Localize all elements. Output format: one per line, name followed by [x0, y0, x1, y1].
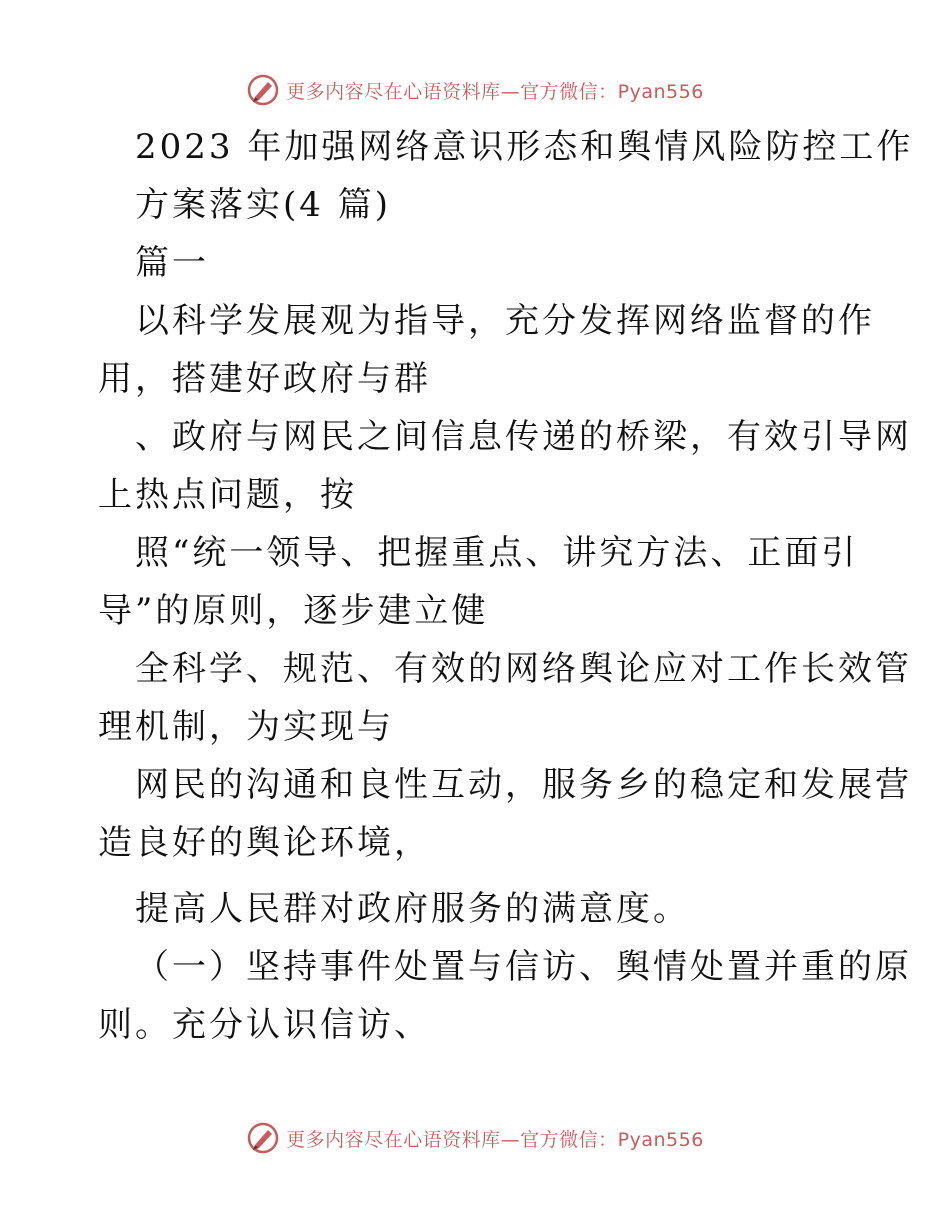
- header-banner: [0, 68, 950, 112]
- paragraph-line: 以科学发展观为指导，充分发挥网络监督的作: [135, 301, 875, 341]
- footer-banner-text: 更多内容尽在心语资料库—官方微信：Pyan556: [286, 1128, 704, 1151]
- document-title-line-1: 2023 年加强网络意识形态和舆情风险防控工作: [135, 127, 914, 167]
- paragraph-line: 导”的原则，逐步建立健: [98, 591, 489, 631]
- paragraph-line: 网民的沟通和良性互动，服务乡的稳定和发展营: [135, 765, 912, 805]
- footer-banner: [0, 1116, 950, 1160]
- section-heading: 篇一: [135, 243, 209, 283]
- paragraph-line: 提高人民群对政府服务的满意度。: [135, 889, 690, 929]
- document-title-line-2: 方案落实(4 篇): [135, 185, 391, 225]
- paragraph-line: 照“统一领导、把握重点、讲究方法、正面引: [135, 533, 859, 573]
- paragraph-line: （一）坚持事件处置与信访、舆情处置并重的原: [135, 947, 912, 987]
- paragraph-line: 造良好的舆论环境，: [98, 823, 431, 863]
- paragraph-line: 上热点问题，按: [98, 475, 357, 515]
- paragraph-line: 、政府与网民之间信息传递的桥梁，有效引导网: [135, 417, 912, 457]
- paragraph-line: 则。充分认识信访、: [98, 1005, 431, 1045]
- header-banner-text: 更多内容尽在心语资料库—官方微信：Pyan556: [286, 80, 704, 103]
- paragraph-line: 理机制，为实现与: [98, 707, 394, 747]
- paragraph-line: 用，搭建好政府与群: [98, 359, 431, 399]
- pen-logo-icon: [246, 73, 280, 107]
- pen-logo-icon: [246, 1121, 280, 1155]
- paragraph-line: 全科学、规范、有效的网络舆论应对工作长效管: [135, 649, 912, 689]
